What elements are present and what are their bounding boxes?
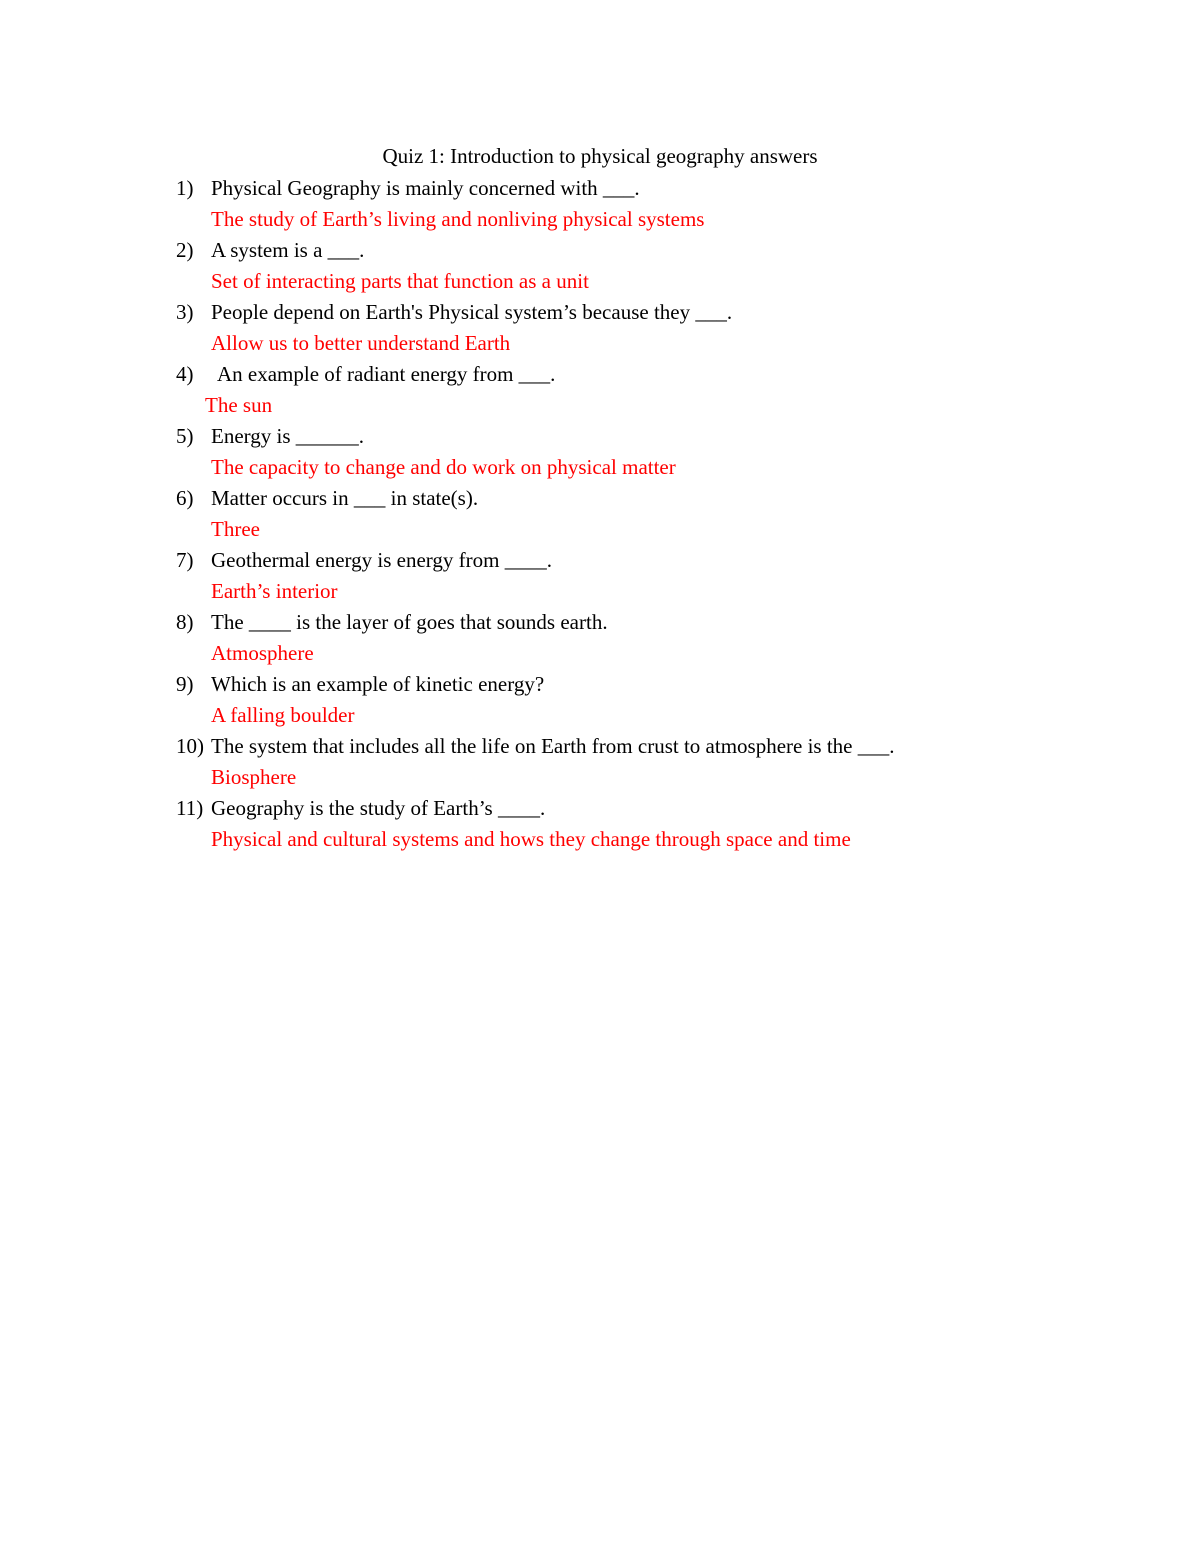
question-10 — [176, 731, 1076, 762]
question-text: A system is a ___. — [211, 238, 365, 262]
question-text: Matter occurs in ___ in state(s). — [211, 486, 479, 510]
question-text: Which is an example of kinetic energy? — [211, 672, 545, 696]
question-7 — [176, 545, 1076, 576]
answer-6 — [176, 514, 1076, 545]
question-text: An example of radiant energy from ___. — [217, 362, 556, 386]
question-text: The ____ is the layer of goes that sounds earth. — [211, 610, 608, 634]
answer-text: Allow us to better understand Earth — [211, 331, 511, 355]
answer-11 — [176, 824, 1076, 855]
question-number: 11) — [176, 796, 204, 820]
question-number: 9) — [176, 672, 194, 696]
question-text: Energy is ______. — [211, 424, 365, 448]
question-text: Geography is the study of Earth’s ____. — [211, 796, 546, 820]
answer-8 — [176, 638, 1076, 669]
question-number: 10) — [176, 734, 204, 758]
answer-7 — [176, 576, 1076, 607]
answer-text: Biosphere — [211, 765, 297, 789]
page-title: Quiz 1: Introduction to physical geography answers — [382, 144, 818, 168]
question-number: 4) — [176, 362, 194, 386]
answer-9 — [176, 700, 1076, 731]
answer-text: Set of interacting parts that function as a unit — [211, 269, 589, 293]
question-number: 6) — [176, 486, 194, 510]
answer-2 — [176, 266, 1076, 297]
answer-text: The study of Earth’s living and nonliving physical systems — [211, 207, 705, 231]
question-5 — [176, 421, 1076, 452]
answer-text: Atmosphere — [211, 641, 314, 665]
answer-text: The capacity to change and do work on physical matter — [211, 455, 676, 479]
question-text: Geothermal energy is energy from ____. — [211, 548, 552, 572]
question-number: 8) — [176, 610, 194, 634]
question-number: 2) — [176, 238, 194, 262]
answer-text: The sun — [205, 393, 273, 417]
question-text: Physical Geography is mainly concerned with ___. — [211, 176, 640, 200]
question-number: 3) — [176, 300, 194, 324]
answer-text: Physical and cultural systems and hows they change through space and time — [211, 827, 851, 851]
answer-1 — [176, 204, 1076, 235]
answer-text: Earth’s interior — [211, 579, 338, 603]
question-9 — [176, 669, 1076, 700]
answer-5 — [176, 452, 1076, 483]
question-11 — [176, 793, 1076, 824]
question-text: People depend on Earth's Physical system’s because they ___. — [211, 300, 733, 324]
question-text: The system that includes all the life on Earth from crust to atmosphere is the ___. — [211, 734, 895, 758]
question-number: 5) — [176, 424, 194, 448]
answer-4 — [176, 390, 1076, 421]
question-list — [176, 173, 1076, 855]
question-4 — [176, 359, 1076, 390]
question-number: 7) — [176, 548, 194, 572]
question-3 — [176, 297, 1076, 328]
question-6 — [176, 483, 1076, 514]
question-2 — [176, 235, 1076, 266]
question-8 — [176, 607, 1076, 638]
answer-text: A falling boulder — [211, 703, 355, 727]
answer-3 — [176, 328, 1076, 359]
question-number: 1) — [176, 176, 194, 200]
answer-text: Three — [211, 517, 260, 541]
question-1 — [176, 173, 1076, 204]
answer-10 — [176, 762, 1076, 793]
